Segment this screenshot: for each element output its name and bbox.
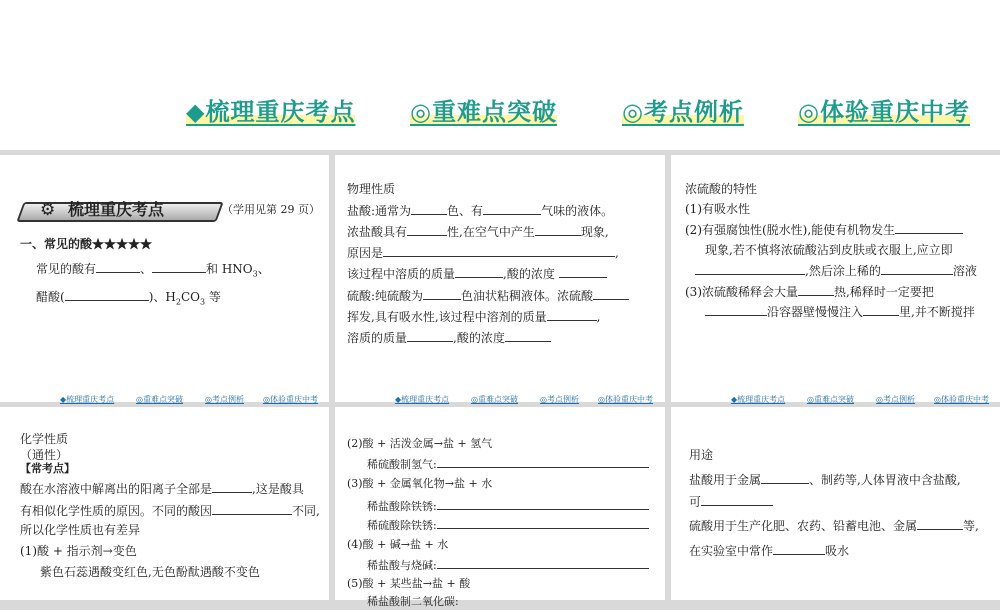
- text-line: 该过程中溶质的质量 ,酸的浓度: [347, 266, 607, 282]
- footer-link[interactable]: ◎考点例析: [876, 395, 915, 404]
- gear-icon: ⚙: [40, 200, 56, 220]
- text-line: 有相似化学性质的原因。不同的酸因 不同,: [20, 504, 320, 518]
- text-line: 挥发,具有吸水性,该过程中溶剂的质量 ,: [347, 310, 601, 324]
- footer-link[interactable]: ◎体验重庆中考: [934, 395, 989, 404]
- text-line: 可: [689, 494, 773, 510]
- slide-chemical-properties[interactable]: [0, 407, 329, 600]
- footer-link[interactable]: ◆梳理重庆考点: [395, 395, 450, 404]
- footer-link[interactable]: ◆梳理重庆考点: [731, 395, 786, 404]
- footer-link[interactable]: ◎体验重庆中考: [263, 395, 318, 404]
- footer-link[interactable]: ◆梳理重庆考点: [60, 395, 115, 404]
- slide-sulfuric-acid-features[interactable]: [671, 155, 1000, 402]
- text-line: (2)酸 + 活泼金属→盐 + 氢气: [347, 437, 493, 450]
- text-line: 酸在水溶液中解离出的阳离子全部是 ,这是酸具: [20, 482, 304, 496]
- text-line: (4)酸 + 碱→盐 + 水: [347, 538, 449, 551]
- sub-heading: （通性）: [20, 448, 69, 462]
- section-title: 一、常见的酸★★★★★: [20, 237, 153, 251]
- heading: 物理性质: [347, 182, 396, 196]
- nav-link-difficulty[interactable]: ◎重难点突破: [410, 98, 557, 126]
- text-line: 原因是 ,: [347, 246, 619, 260]
- nav-link-exam[interactable]: ◎体验重庆中考: [798, 98, 970, 126]
- heading: 浓硫酸的特性: [685, 182, 758, 196]
- slide-physical-properties[interactable]: [335, 155, 665, 402]
- text-line: 稀盐酸制二氧化碳:: [367, 595, 459, 608]
- section-badge: [20, 199, 216, 221]
- text-line: (2)有强腐蚀性(脱水性),能使有机物发生: [685, 222, 963, 238]
- text-line: 硫酸:纯硫酸为 色油状粘稠液体。浓硫酸: [347, 288, 629, 304]
- footer-link[interactable]: ◎重难点突破: [471, 395, 518, 404]
- page-reference: （学用见第 29 页）: [222, 203, 320, 216]
- badge-title: 梳理重庆考点: [68, 200, 165, 219]
- text-line: (3)酸 + 金属氧化物→盐 + 水: [347, 477, 493, 490]
- text-line: 常见的酸有 、 和 $HNO_3$、: [36, 262, 270, 279]
- top-banner: [0, 0, 1000, 150]
- footer-link[interactable]: ◎重难点突破: [136, 395, 183, 404]
- text-line: ,然后涂上稀的 溶液: [695, 263, 977, 279]
- slide-common-acids[interactable]: [0, 155, 329, 402]
- text-line: 硫酸用于生产化肥、农药、铅蓄电池、金属 等,: [689, 519, 979, 533]
- text-line: 现象,若不慎将浓硫酸沾到皮肤或衣服上,应立即: [705, 243, 953, 257]
- text-line: 醋酸( )、$H_2CO_3$ 等: [36, 290, 221, 307]
- text-line: 浓盐酸具有 性,在空气中产生 现象,: [347, 225, 609, 239]
- nav-link-examples[interactable]: ◎考点例析: [622, 98, 744, 126]
- footer-link[interactable]: ◎考点例析: [540, 395, 579, 404]
- heading: 用途: [689, 448, 714, 462]
- footer-link[interactable]: ◎考点例析: [205, 395, 244, 404]
- slide-uses[interactable]: [671, 407, 1000, 600]
- text-line: 稀盐酸与烧碱:: [367, 557, 649, 574]
- text-line: (5)酸 + 某些盐→盐 + 酸: [347, 577, 471, 590]
- text-line: (1)酸 + 指示剂→变色: [20, 544, 137, 558]
- text-line: (3)浓硫酸稀释会大量 热,稀释时一定要把: [685, 285, 934, 299]
- text-line: 盐酸用于金属 、制药等,人体胃液中含盐酸,: [689, 473, 961, 487]
- text-line: (1)有吸水性: [685, 202, 750, 216]
- text-line: 稀硫酸除铁锈:: [367, 517, 649, 534]
- text-line: 稀硫酸制氢气:: [367, 456, 649, 473]
- text-line: 在实验室中常作 吸水: [689, 544, 850, 558]
- text-line: 稀盐酸除铁锈:: [367, 498, 649, 515]
- tag-common: 【常考点】: [20, 462, 75, 475]
- footer-link[interactable]: ◎体验重庆中考: [598, 395, 653, 404]
- text-line: 溶质的质量 ,酸的浓度: [347, 330, 551, 346]
- text-line: 沿容器壁慢慢注入 里,并不断搅拌: [705, 304, 975, 320]
- nav-link-review[interactable]: ◆梳理重庆考点: [186, 98, 356, 126]
- slide-acid-reactions[interactable]: [335, 407, 665, 608]
- text-line: 盐酸:通常为 色、有 气味的液体。: [347, 204, 614, 218]
- footer-link[interactable]: ◎重难点突破: [807, 395, 854, 404]
- heading: 化学性质: [20, 432, 69, 446]
- text-line: 紫色石蕊遇酸变红色,无色酚酞遇酸不变色: [40, 565, 260, 579]
- text-line: 所以化学性质也有差异: [20, 523, 141, 537]
